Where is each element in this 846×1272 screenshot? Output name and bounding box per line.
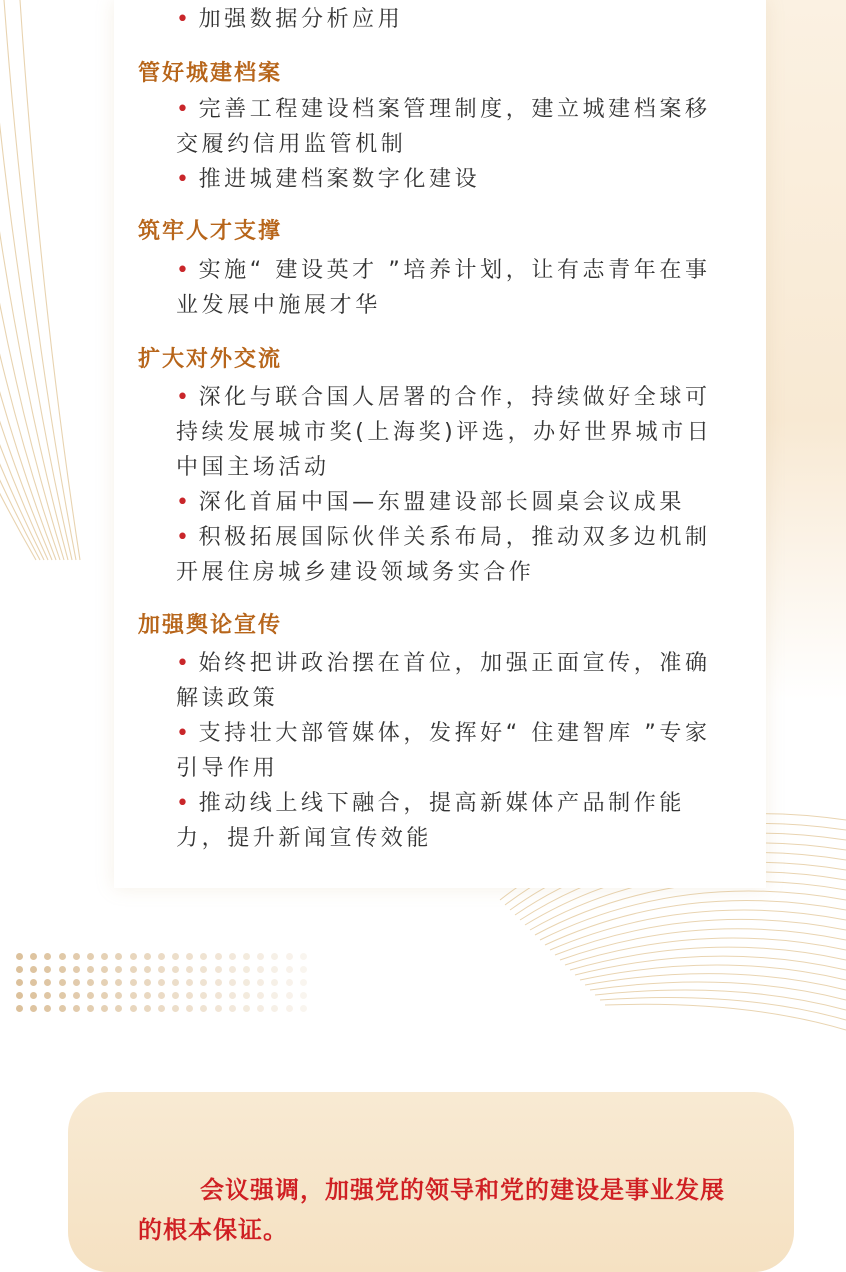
decorative-dot [144, 953, 151, 960]
decorative-dot [243, 979, 250, 986]
list-item: • 支持壮大部管媒体，发挥好“ 住建智库 ”专家引导作用 [176, 721, 711, 781]
decorative-dot [30, 979, 37, 986]
decorative-dot [101, 966, 108, 973]
decorative-dot [172, 979, 179, 986]
section-title: 加强舆论宣传 [138, 613, 283, 638]
decorative-dot [87, 966, 94, 973]
decorative-dot [186, 979, 193, 986]
decorative-dot [44, 966, 51, 973]
decorative-dot [158, 979, 165, 986]
decorative-dot [158, 953, 165, 960]
decorative-dot [271, 953, 278, 960]
list-item: • 深化与联合国人居署的合作，持续做好全球可持续发展城市奖(上海奖)评选，办好世界城市日中国主场活动 [176, 385, 713, 480]
list-item: • 推进城建档案数字化建设 [176, 167, 481, 192]
decorative-dot [144, 992, 151, 999]
section-title: 扩大对外交流 [138, 347, 283, 372]
decorative-dot [271, 966, 278, 973]
decorative-dot [101, 979, 108, 986]
decorative-dot [243, 966, 250, 973]
decorative-dot [215, 1005, 222, 1012]
decorative-dot [115, 966, 122, 973]
decorative-dot [130, 979, 137, 986]
bullet-icon: • [176, 721, 193, 746]
decorative-dot [215, 953, 222, 960]
decorative-dot [59, 966, 66, 973]
decorative-dot-grid [16, 950, 314, 1015]
decorative-dot [30, 953, 37, 960]
decorative-dot [16, 1005, 23, 1012]
decorative-dot [200, 953, 207, 960]
decorative-dot [215, 979, 222, 986]
decorative-dot [59, 992, 66, 999]
decorative-dot [172, 966, 179, 973]
section-title: 管好城建档案 [138, 61, 283, 86]
decorative-dot [186, 966, 193, 973]
decorative-dot [115, 953, 122, 960]
decorative-dot [87, 1005, 94, 1012]
decorative-dot [30, 1005, 37, 1012]
decorative-dot [200, 966, 207, 973]
decorative-dot [229, 966, 236, 973]
decorative-dot [87, 979, 94, 986]
decorative-dot [115, 1005, 122, 1012]
decorative-dot [144, 966, 151, 973]
summary-text: 会议强调，加强党的领导和党的建设是事业发展的根本保证。 [138, 1176, 725, 1244]
decorative-dot [59, 1005, 66, 1012]
decorative-dot [286, 979, 293, 986]
decorative-dot [300, 1005, 307, 1012]
decorative-dot [130, 953, 137, 960]
decorative-dot [16, 966, 23, 973]
decorative-dot [257, 966, 264, 973]
list-item: • 始终把讲政治摆在首位，加强正面宣传，准确解读政策 [176, 651, 711, 711]
decorative-dot [158, 992, 165, 999]
bullet-icon: • [176, 97, 193, 122]
decorative-dot [130, 1005, 137, 1012]
decorative-dot [59, 979, 66, 986]
decorative-dot [16, 953, 23, 960]
list-item: • 积极拓展国际伙伴关系布局，推动双多边机制开展住房城乡建设领域务实合作 [176, 525, 711, 585]
decorative-dot [130, 966, 137, 973]
decorative-dot [215, 992, 222, 999]
section-title: 筑牢人才支撑 [138, 219, 283, 244]
decorative-dot [115, 992, 122, 999]
decorative-dot [286, 966, 293, 973]
decorative-dot [229, 979, 236, 986]
decorative-dot [172, 992, 179, 999]
decorative-dot [186, 992, 193, 999]
bullet-icon: • [176, 525, 193, 550]
decorative-dot [300, 992, 307, 999]
decorative-right-strip [766, 0, 846, 700]
list-item: • 深化首届中国—东盟建设部长圆桌会议成果 [176, 490, 685, 515]
bullet-icon: • [176, 258, 193, 283]
list-item: • 完善工程建设档案管理制度，建立城建档案移交履约信用监管机制 [176, 97, 711, 157]
decorative-dot [130, 992, 137, 999]
decorative-dot [257, 992, 264, 999]
bullet-icon: • [176, 791, 193, 816]
decorative-dot [172, 1005, 179, 1012]
decorative-dot [30, 966, 37, 973]
decorative-dot [44, 979, 51, 986]
decorative-dot [59, 953, 66, 960]
decorative-dot [73, 1005, 80, 1012]
decorative-dot [243, 953, 250, 960]
decorative-dot [271, 979, 278, 986]
decorative-dot [73, 966, 80, 973]
decorative-dot [73, 992, 80, 999]
decorative-dot [44, 1005, 51, 1012]
decorative-dot [144, 979, 151, 986]
decorative-dot [271, 1005, 278, 1012]
decorative-dot [215, 966, 222, 973]
decorative-dot [73, 979, 80, 986]
decorative-dot [200, 1005, 207, 1012]
list-item: • 推动线上线下融合，提高新媒体产品制作能力，提升新闻宣传效能 [176, 791, 685, 851]
decorative-dot [101, 992, 108, 999]
decorative-dot [286, 992, 293, 999]
decorative-dot [101, 1005, 108, 1012]
decorative-dot [87, 953, 94, 960]
bullet-icon: • [176, 490, 193, 515]
decorative-dot [271, 992, 278, 999]
decorative-dot [73, 953, 80, 960]
decorative-dot [229, 992, 236, 999]
decorative-dot [115, 979, 122, 986]
decorative-dot [243, 992, 250, 999]
decorative-dot [229, 953, 236, 960]
decorative-dot [44, 953, 51, 960]
bullet-icon: • [176, 385, 193, 410]
decorative-dot [257, 953, 264, 960]
decorative-dot [257, 1005, 264, 1012]
decorative-dot [300, 953, 307, 960]
decorative-dot [144, 1005, 151, 1012]
list-item: • 实施“ 建设英才 ”培养计划，让有志青年在事业发展中施展才华 [176, 258, 711, 318]
decorative-dot [16, 992, 23, 999]
bullet-icon: • [176, 651, 193, 676]
decorative-dot [101, 953, 108, 960]
decorative-dot [257, 979, 264, 986]
decorative-dot [172, 953, 179, 960]
decorative-dot [300, 966, 307, 973]
decorative-dot [44, 992, 51, 999]
decorative-dot [158, 966, 165, 973]
list-item: • 加强数据分析应用 [176, 7, 404, 32]
decorative-dot [243, 1005, 250, 1012]
decorative-dot [300, 979, 307, 986]
decorative-dot [286, 1005, 293, 1012]
decorative-dot [158, 1005, 165, 1012]
decorative-dot [16, 979, 23, 986]
decorative-dot [286, 953, 293, 960]
decorative-dot [200, 992, 207, 999]
bullet-icon: • [176, 7, 193, 32]
decorative-dot [186, 953, 193, 960]
decorative-dot [186, 1005, 193, 1012]
decorative-dot [30, 992, 37, 999]
bullet-icon: • [176, 167, 193, 192]
decorative-dot [229, 1005, 236, 1012]
decorative-dot [200, 979, 207, 986]
decorative-dot [87, 992, 94, 999]
